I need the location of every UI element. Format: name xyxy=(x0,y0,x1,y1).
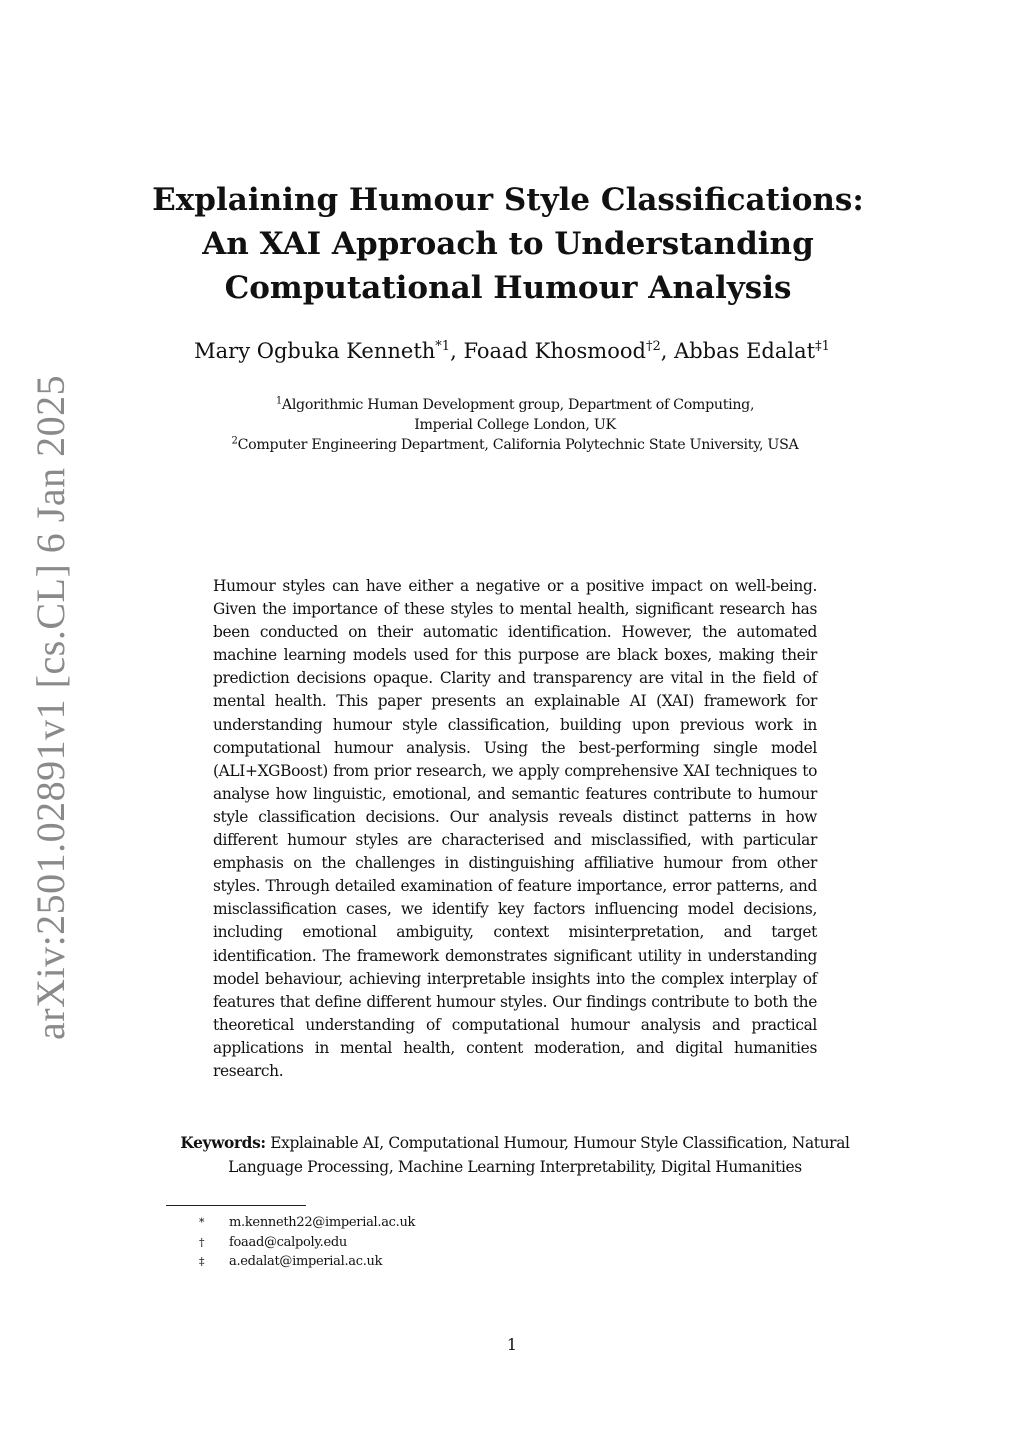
footnote-mark: * xyxy=(199,1216,205,1229)
affiliation-1-mark: 1 xyxy=(275,395,282,407)
page-number: 1 xyxy=(506,1335,518,1354)
keywords-section xyxy=(150,1131,880,1179)
affiliation-2 xyxy=(120,435,910,455)
affiliation-1 xyxy=(120,395,910,415)
footnote-mark: ‡ xyxy=(199,1255,205,1268)
title-line-3: Computational Humour Analysis xyxy=(224,270,792,306)
footnote-item xyxy=(195,1233,415,1253)
footnote-email[interactable]: a.edalat@imperial.ac.uk xyxy=(229,1254,383,1269)
arxiv-identifier-stamp: arXiv:2501.02891v1 [cs.CL] 6 Jan 2025 xyxy=(28,374,73,1040)
keywords-label: Keywords: xyxy=(180,1134,266,1152)
author-affiliation-mark: *1 xyxy=(435,339,451,354)
abstract-body: Humour styles can have either a negative or a positive impact on well-being. Given the importance of these styles to mental health, significant research has been conducted on their automatic identification. However, the automated machine learning models used for this purpose are black boxes, making their prediction decisions opaque. Clarity and transparency are vital in the field of mental health. This paper presents an explainable AI (XAI) framework for understanding humour style classification, building upon previous work in computational humour analysis. Using the best-performing single model (ALI+XGBoost) from prior research, we apply comprehensive XAI techniques to analyse how linguistic, emotional, and semantic features contribute to humour style classification decisions. Our analysis reveals distinct patterns in how different humour styles are characterised and misclassified, with particular emphasis on the challenges in distinguishing affiliative humour from other styles. Through detailed examination of feature importance, error patterns, and misclassification cases, we identify key factors influencing model decisions, including emotional ambiguity, context misinterpretation, and target identification. The framework demonstrates significant utility in understanding model behaviour, achieving interpretable insights into the complex interplay of features that define different humour styles. Our findings contribute to both the theoretical understanding of computational humour analysis and practical applications in mental health, content moderation, and digital humanities research. xyxy=(213,577,817,1080)
footnotes xyxy=(195,1213,415,1272)
author-name: Foaad Khosmood xyxy=(463,339,646,363)
footnote-email[interactable]: foaad@calpoly.edu xyxy=(229,1234,347,1250)
author-affiliation-mark: ‡1 xyxy=(815,339,830,354)
affiliation-2-line-1: Computer Engineering Department, California Polytechnic State University, USA xyxy=(237,437,799,453)
author-affiliation-mark: †2 xyxy=(645,339,661,354)
author-separator: , xyxy=(660,339,675,363)
author-name: Abbas Edalat xyxy=(674,339,816,363)
author-list xyxy=(120,336,904,366)
footnote-item xyxy=(195,1252,415,1272)
author-name: Mary Ogbuka Kenneth xyxy=(194,339,436,363)
affiliation-1-continued: Imperial College London, UK xyxy=(414,417,616,433)
affiliation-2-mark: 2 xyxy=(231,435,238,447)
footnote-divider xyxy=(166,1205,306,1206)
footnote-mark: † xyxy=(199,1235,205,1249)
footnote-email[interactable]: m.kenneth22@imperial.ac.uk xyxy=(229,1215,416,1230)
affiliation-1-line-1: Algorithmic Human Development group, Department of Computing, xyxy=(281,397,755,413)
affiliations xyxy=(120,395,910,455)
footnote-item xyxy=(195,1213,415,1233)
title-line-2: An XAI Approach to Understanding xyxy=(202,226,814,262)
paper-title xyxy=(150,178,866,310)
title-line-1: Explaining Humour Style Classifications: xyxy=(152,182,864,218)
keywords-list: Explainable AI, Computational Humour, Humour Style Classification, Natural Language Processing, Machine Learning Interpretability, Digital Humanities xyxy=(228,1134,850,1176)
author-separator: , xyxy=(450,339,464,363)
